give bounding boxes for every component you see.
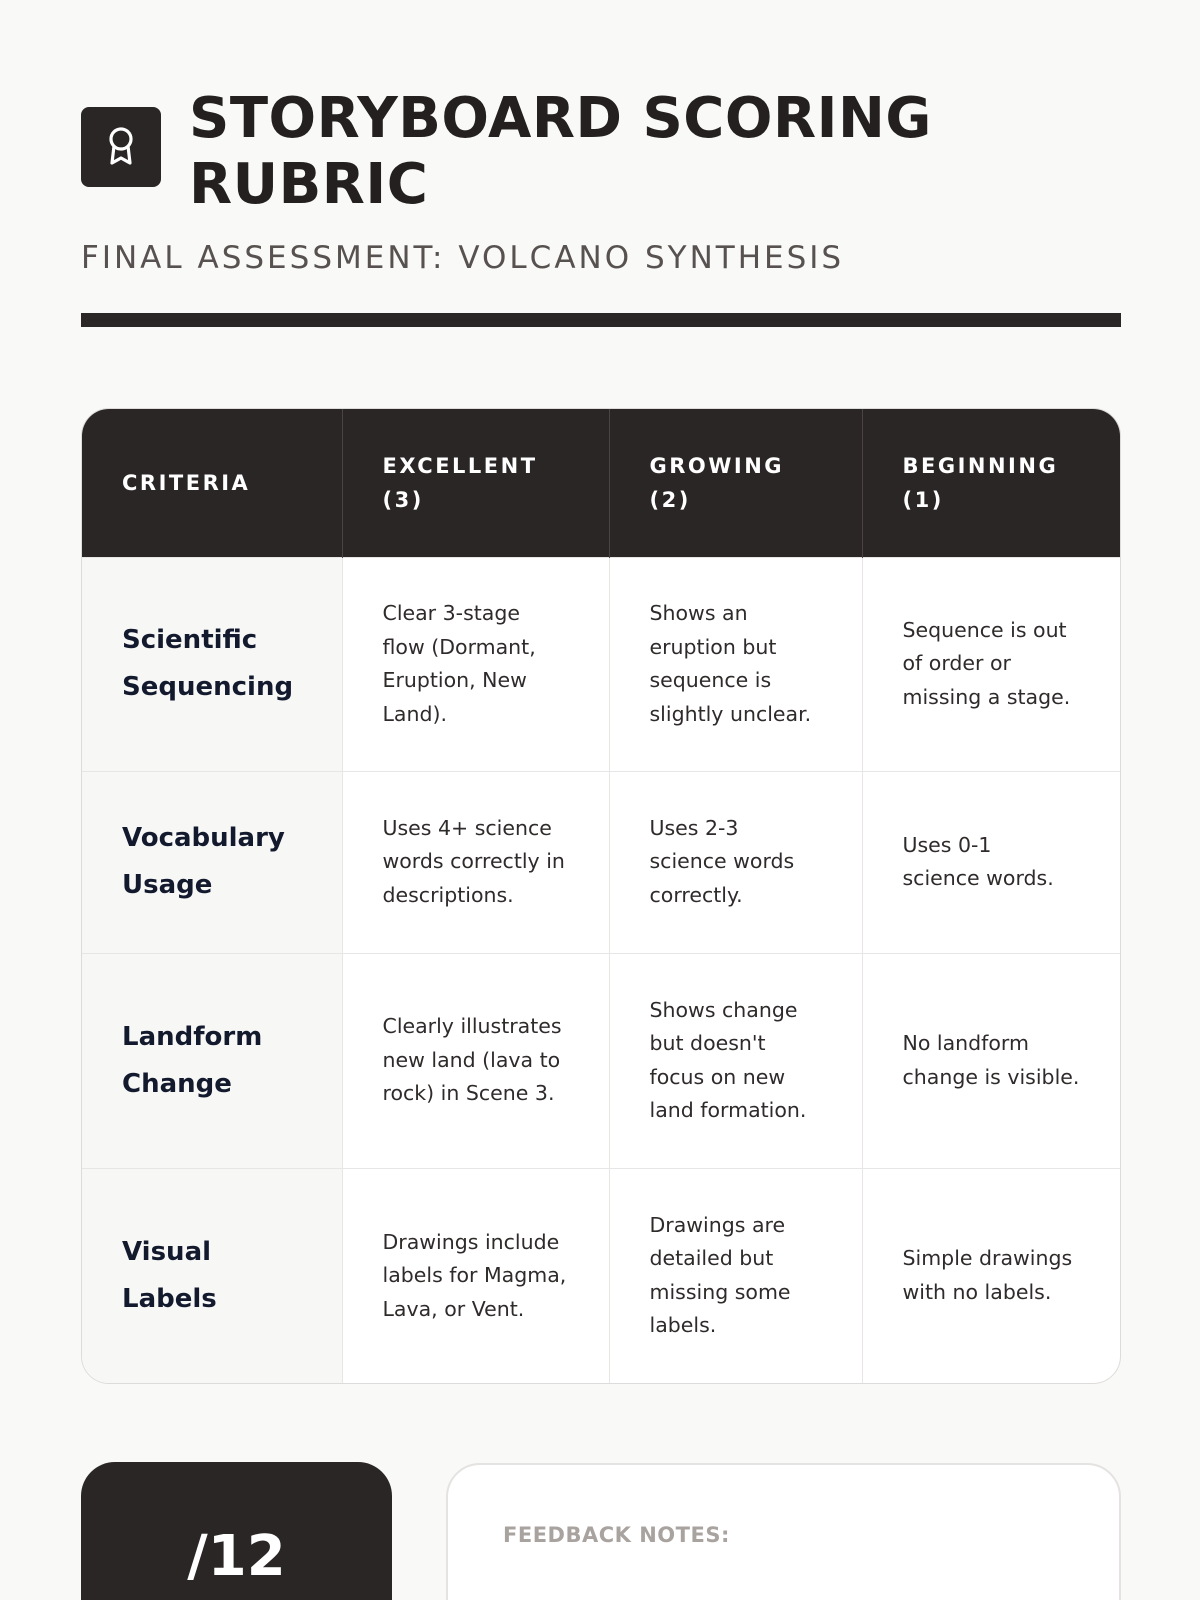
- table-row: [82, 953, 1121, 1168]
- criteria-label: Scientific Sequencing: [122, 625, 294, 702]
- column-header-criteria: CRITERIA: [82, 409, 342, 557]
- excellent-cell: Clear 3-stage flow (Dormant, Eruption, New Land).: [342, 557, 609, 771]
- table-header-row: [82, 409, 1121, 557]
- award-ribbon-icon: [81, 107, 161, 187]
- growing-cell: Uses 2-3 science words correctly.: [609, 771, 862, 953]
- column-header-growing: [609, 409, 862, 557]
- criteria-cell: [82, 557, 342, 771]
- table-row: [82, 1168, 1121, 1383]
- feedback-notes-label: FEEDBACK NOTES:: [503, 1523, 730, 1547]
- column-header-beginning: [862, 409, 1121, 557]
- excellent-cell: Uses 4+ science words correctly in descriptions.: [342, 771, 609, 953]
- beginning-cell: [862, 771, 1121, 953]
- total-score-box: [81, 1462, 392, 1600]
- page-subtitle: FINAL ASSESSMENT: VOLCANO SYNTHESIS: [81, 240, 845, 276]
- growing-cell: Drawings are detailed but missing some labels.: [609, 1168, 862, 1383]
- criteria-cell: [82, 953, 342, 1168]
- header-divider: [81, 313, 1121, 327]
- feedback-notes-box[interactable]: [446, 1463, 1121, 1600]
- criteria-label: Visual Labels: [122, 1236, 217, 1314]
- score-total: /12: [187, 1524, 286, 1589]
- table-row: [82, 771, 1121, 953]
- page-title: STORYBOARD SCORING RUBRIC: [189, 86, 932, 217]
- criteria-label: Landform Change: [122, 1021, 263, 1099]
- table-row: [82, 557, 1121, 771]
- column-header-label: BEGINNING (1): [902, 453, 1059, 512]
- beginning-text: Uses 0-1 science words.: [902, 832, 1054, 890]
- column-header-label: GROWING (2): [649, 453, 785, 512]
- beginning-cell: Sequence is out of order or missing a stage.: [862, 557, 1121, 771]
- growing-cell: Shows change but doesn't focus on new land formation.: [609, 953, 862, 1168]
- title-row: [81, 86, 1121, 218]
- column-header-label: EXCELLENT (3): [382, 453, 538, 512]
- criteria-cell: [82, 771, 342, 953]
- criteria-cell: [82, 1168, 342, 1383]
- rubric-table: [81, 408, 1121, 1384]
- column-header-excellent: [342, 409, 609, 557]
- page-header: [81, 86, 1121, 276]
- excellent-cell: Clearly illustrates new land (lava to rock) in Scene 3.: [342, 953, 609, 1168]
- criteria-label: Vocabulary Usage: [122, 823, 285, 900]
- beginning-cell: No landform change is visible.: [862, 953, 1121, 1168]
- beginning-cell: Simple drawings with no labels.: [862, 1168, 1121, 1383]
- excellent-cell: Drawings include labels for Magma, Lava, or Vent.: [342, 1168, 609, 1383]
- growing-cell: Shows an eruption but sequence is slightly unclear.: [609, 557, 862, 771]
